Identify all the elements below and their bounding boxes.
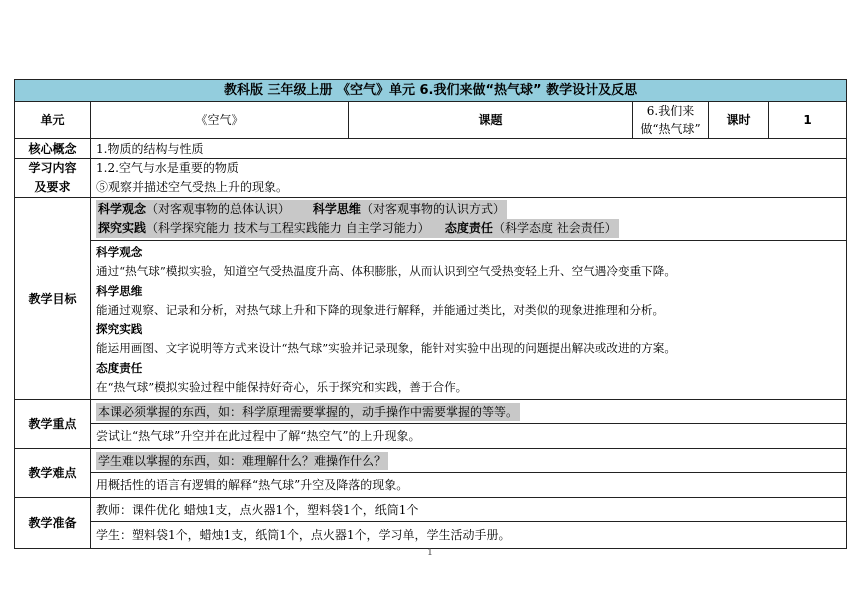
key-points-label: 教学重点 bbox=[15, 400, 91, 449]
key-points-hint: 本课必须掌握的东西，如：科学原理需要掌握的，动手操作中需要掌握的等等。 bbox=[98, 404, 519, 419]
core-row bbox=[15, 139, 847, 159]
concept-key: 科学观念 bbox=[98, 202, 147, 216]
thinking-key: 科学思维 bbox=[312, 202, 361, 216]
requirements-label bbox=[15, 159, 91, 198]
goals-summary-line1 bbox=[96, 200, 841, 219]
unit-label: 单元 bbox=[15, 102, 91, 139]
requirements-line2: ⑤观察并描述空气受热上升的现象。 bbox=[96, 180, 289, 194]
key-points-hint-cell bbox=[91, 400, 847, 424]
preparation-label: 教学准备 bbox=[15, 498, 91, 549]
core-label: 核心概念 bbox=[15, 139, 91, 159]
lesson-label: 课题 bbox=[349, 102, 633, 139]
attitude-desc: （科学态度 社会责任） bbox=[492, 221, 617, 235]
difficulties-row bbox=[15, 473, 847, 498]
goal-thinking-heading: 科学思维 bbox=[96, 283, 143, 298]
core-value: 1.物质的结构与性质 bbox=[91, 139, 847, 159]
difficulties-hint-row bbox=[15, 449, 847, 473]
difficulties-value: 用概括性的语言有逻辑的解释“热气球”升空及降落的现象。 bbox=[91, 473, 847, 498]
concept-desc: （对客观事物的总体认识） bbox=[146, 202, 291, 216]
goal-concept-text: 通过“热气球”模拟实验，知道空气受热温度升高、体积膨胀，从而认识到空气受热变轻上升、空气遇冷变重下降。 bbox=[96, 264, 676, 279]
goals-summary-line2 bbox=[96, 219, 841, 238]
header-row bbox=[15, 102, 847, 139]
requirements-value bbox=[91, 159, 847, 198]
preparation-teacher-row bbox=[15, 498, 847, 522]
requirements-row bbox=[15, 159, 847, 198]
difficulties-hint-cell bbox=[91, 449, 847, 473]
period-label: 课时 bbox=[709, 102, 769, 139]
page-number: 1 bbox=[427, 548, 433, 558]
requirements-line1: 1.2.空气与水是重要的物质 bbox=[96, 161, 239, 175]
attitude-key: 态度责任 bbox=[444, 221, 493, 235]
practice-desc: （科学探究能力 技术与工程实践能力 自主学习能力） bbox=[146, 221, 430, 235]
goals-detail bbox=[91, 241, 847, 400]
title-row bbox=[15, 80, 847, 102]
preparation-student-row bbox=[15, 522, 847, 549]
preparation-student: 学生：塑料袋1个，蜡烛1支，纸筒1个，点火器1个，学习单，学生活动手册。 bbox=[91, 522, 847, 549]
goal-attitude-text: 在“热气球”模拟实验过程中能保持好奇心，乐于探究和实践，善于合作。 bbox=[96, 380, 468, 395]
key-points-row bbox=[15, 424, 847, 449]
goals-summary-highlight-2 bbox=[96, 219, 619, 238]
key-points-hint-row bbox=[15, 400, 847, 424]
goal-thinking-text: 能通过观察、记录和分析，对热气球上升和下降的现象进行解释，并能通过类比，对类似的现象进推理和分析。 bbox=[96, 302, 665, 317]
thinking-desc: （对客观事物的认识方式） bbox=[360, 202, 505, 216]
document-title: 教科版 三年级上册 《空气》单元 6.我们来做“热气球” 教学设计及反思 bbox=[15, 80, 847, 102]
key-points-value: 尝试让“热气球”升空并在此过程中了解“热空气”的上升现象。 bbox=[91, 424, 847, 449]
unit-value: 《空气》 bbox=[91, 102, 349, 139]
difficulties-label: 教学难点 bbox=[15, 449, 91, 498]
practice-key: 探究实践 bbox=[98, 221, 147, 235]
preparation-teacher: 教师：课件优化 蜡烛1支，点火器1个，塑料袋1个，纸筒1个 bbox=[91, 498, 847, 522]
goal-practice-heading: 探究实践 bbox=[96, 322, 143, 337]
goals-detail-row bbox=[15, 241, 847, 400]
goal-attitude-heading: 态度责任 bbox=[96, 360, 143, 375]
goal-practice-text: 能运用画图、文字说明等方式来设计“热气球”实验并记录现象，能针对实验中出现的问题提出解决或改进的方案。 bbox=[96, 341, 676, 356]
requirements-label-line2: 及要求 bbox=[34, 180, 71, 194]
goals-label: 教学目标 bbox=[15, 198, 91, 400]
requirements-label-line1: 学习内容 bbox=[28, 161, 77, 175]
period-value: 1 bbox=[769, 102, 847, 139]
goals-summary-highlight-1 bbox=[96, 200, 507, 219]
lesson-plan-table bbox=[14, 79, 847, 549]
goal-concept-heading: 科学观念 bbox=[96, 245, 143, 259]
goals-summary bbox=[91, 198, 847, 241]
goals-summary-row bbox=[15, 198, 847, 241]
lesson-value: 6.我们来做“热气球” bbox=[633, 102, 709, 139]
difficulties-hint: 学生难以掌握的东西，如：难理解什么？难操作什么？ bbox=[98, 453, 387, 468]
